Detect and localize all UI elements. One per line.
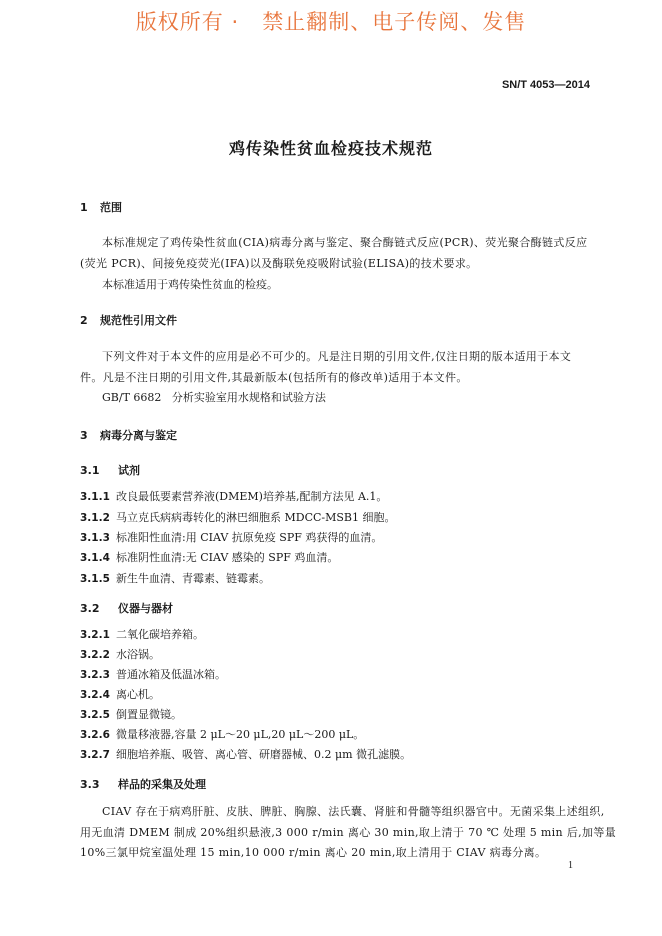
item-number: 3.1.5 [80,573,110,585]
item-text: 细胞培养瓶、吸管、离心管、研磨器械、0.2 μm 微孔滤膜。 [116,748,412,761]
subsection-title: 样品的采集及处理 [118,778,206,791]
list-item [80,706,182,722]
subsection-heading-3-2 [80,600,173,616]
normative-reference: GB/T 6682 分析实验室用水规格和试验方法 [102,391,326,404]
section-heading-1 [80,199,122,215]
item-text: 标准阳性血清:用 CIAV 抗原免疫 SPF 鸡获得的血清。 [116,531,383,544]
item-number: 3.2.1 [80,629,110,641]
subsection-heading-3-1 [80,462,140,478]
section-heading-2 [80,312,177,328]
paragraph-line: CIAV 存在于病鸡肝脏、皮肤、脾脏、胸腺、法氏囊、肾脏和骨髓等组织器官中。无菌采集上述组织, [102,805,605,818]
subsection-title: 仪器与器材 [118,602,173,615]
list-item [80,570,270,586]
paragraph-line: 用无血清 DMEM 制成 20%组织悬液,3 000 r/min 离心 30 min,取上清于 70 ℃ 处理 5 min 后,加等量 [80,826,617,839]
list-item [80,686,160,702]
paragraph-line: (荧光 PCR)、间接免疫荧光(IFA)以及酶联免疫吸附试验(ELISA)的技术要求。 [80,257,478,270]
page-title: 鸡传染性贫血检疫技术规范 [228,139,433,158]
list-item [80,666,226,682]
section-title: 规范性引用文件 [100,314,177,327]
list-item [80,529,382,545]
list-item [80,726,364,742]
item-text: 改良最低要素营养液(DMEM)培养基,配制方法见 A.1。 [116,490,388,503]
paragraph-line: 本标准规定了鸡传染性贫血(CIA)病毒分离与鉴定、聚合酶链式反应(PCR)、荧光聚合酶链式反应 [102,236,588,249]
page-number: 1 [568,860,573,871]
list-item [80,549,338,565]
item-number: 3.1.3 [80,532,110,544]
paragraph-line: 本标准适用于鸡传染性贫血的检疫。 [102,278,278,291]
list-item [80,646,160,662]
list-item [80,509,396,525]
item-number: 3.1.1 [80,491,110,503]
section-title: 范围 [100,201,122,214]
item-text: 新生牛血清、青霉素、链霉素。 [116,572,270,585]
subsection-number: 3.2 [80,602,100,615]
standard-code: SN/T 4053—2014 [501,79,590,91]
list-item [80,488,387,504]
item-number: 3.2.2 [80,649,110,661]
item-number: 3.1.2 [80,512,110,524]
section-number: 3 [80,429,88,442]
paragraph-line: 件。凡是不注日期的引用文件,其最新版本(包括所有的修改单)适用于本文件。 [80,371,468,384]
paragraph-line: 下列文件对于本文件的应用是必不可少的。凡是注日期的引用文件,仅注日期的版本适用于本文 [102,350,572,363]
item-text: 倒置显微镜。 [116,708,182,721]
section-number: 1 [80,201,88,214]
subsection-number: 3.3 [80,778,100,791]
copyright-banner: 版权所有 · 禁止翻制、电子传阅、发售 [135,10,527,34]
item-text: 离心机。 [116,688,160,701]
item-text: 普通冰箱及低温冰箱。 [116,668,226,681]
item-number: 3.2.5 [80,709,110,721]
list-item [80,746,411,762]
item-text: 微量移液器,容量 2 μL～20 μL,20 μL～200 μL。 [116,728,365,741]
subsection-title: 试剂 [118,464,140,477]
list-item [80,626,204,642]
item-number: 3.2.7 [80,749,110,761]
item-number: 3.2.6 [80,729,110,741]
item-number: 3.2.4 [80,689,110,701]
item-text: 二氧化碳培养箱。 [116,628,204,641]
paragraph-line: 10%三氯甲烷室温处理 15 min,10 000 r/min 离心 20 min,取上清用于 CIAV 病毒分离。 [80,846,547,859]
section-number: 2 [80,314,88,327]
item-text: 马立克氏病病毒转化的淋巴细胞系 MDCC-MSB1 细胞。 [116,511,396,524]
section-heading-3 [80,427,177,443]
subsection-number: 3.1 [80,464,100,477]
item-text: 标准阴性血清:无 CIAV 感染的 SPF 鸡血清。 [116,551,339,564]
section-title: 病毒分离与鉴定 [100,429,177,442]
subsection-heading-3-3 [80,776,206,792]
item-text: 水浴锅。 [116,648,160,661]
item-number: 3.1.4 [80,552,110,564]
item-number: 3.2.3 [80,669,110,681]
